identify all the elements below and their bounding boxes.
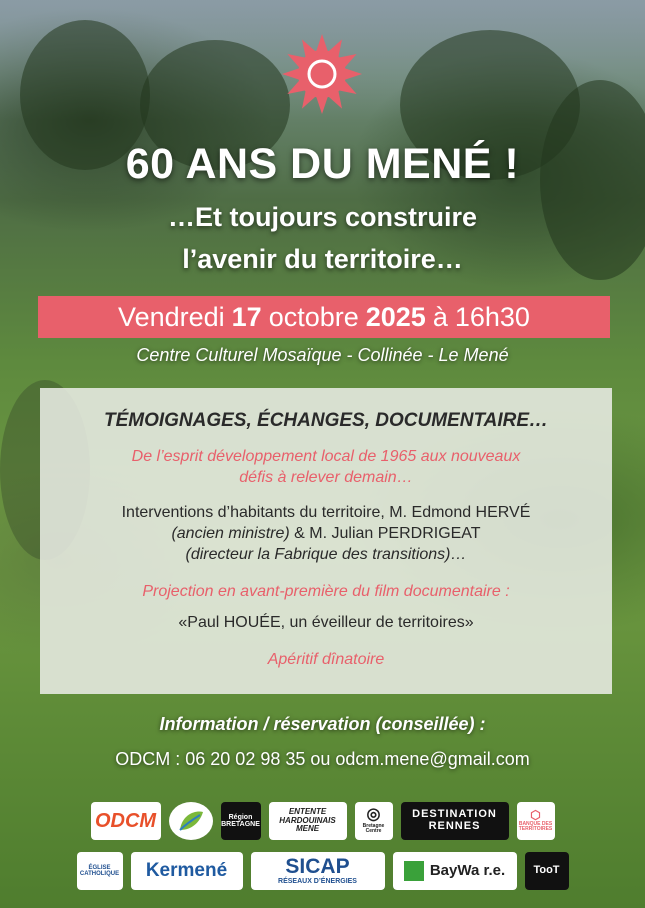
speakers-line-1: Interventions d’habitants du territoire, M. Edmond HERVÉ [121, 504, 531, 521]
region-bretagne-logo [221, 802, 261, 840]
poster-title: 60 ANS DU MENÉ ! [125, 140, 520, 188]
date-banner [38, 296, 610, 338]
leaf-icon [176, 808, 206, 834]
sicap-text: SICAP [285, 855, 350, 879]
eglise-text-1: ÉGLISE [88, 864, 111, 871]
toot-text: TooT [533, 864, 560, 877]
baywa-square-icon [404, 861, 424, 881]
aperitif-text: Apéritif dînatoire [267, 651, 385, 668]
baywa-text: BayWa r.e. [429, 862, 506, 880]
program-panel [40, 388, 612, 694]
theme-line-1: De l’esprit développement local de 1965 aux nouveaux [131, 448, 521, 465]
baywa-logo [393, 852, 517, 890]
date-year: 2025 [365, 301, 426, 332]
bretagne-text: BRETAGNE [221, 821, 260, 828]
rennes-text: RENNES [428, 820, 481, 832]
projection-text: Projection en avant-première du film documentaire : [142, 583, 510, 600]
destination-rennes-logo [401, 802, 509, 840]
speakers-line-3 [40, 544, 612, 565]
region-text: Région [228, 813, 253, 821]
theme-line-2: défis à relever demain… [239, 469, 413, 486]
odcm-logo [91, 802, 161, 840]
destination-text: DESTINATION [412, 808, 497, 821]
kermene-logo [131, 852, 243, 890]
entente-logo [269, 802, 347, 840]
sun-icon [280, 32, 364, 116]
date-day-name: Vendredi [118, 301, 225, 332]
sponsor-row-2 [0, 852, 645, 890]
venue-text: Centre Culturel Mosaïque - Collinée - Le Mené [136, 345, 509, 365]
banque-text-1: BANQUE DES [518, 821, 553, 828]
date-connector: à [432, 301, 448, 332]
speaker-2: & M. Julian PERDRIGEAT [289, 525, 481, 542]
eglise-text-2: CATHOLIQUE [79, 871, 120, 877]
kermene-text: Kermené [145, 860, 228, 882]
entente-text-3: MENE [295, 824, 320, 834]
leaf-logo-icon [169, 802, 213, 840]
sicap-logo [251, 852, 385, 890]
toot-logo [525, 852, 569, 890]
program-heading: TÉMOIGNAGES, ÉCHANGES, DOCUMENTAIRE… [103, 410, 549, 431]
entente-text-1: ENTENTE [288, 807, 327, 817]
eglise-catholique-logo [77, 852, 123, 890]
film-title: «Paul HOUÉE, un éveilleur de territoires» [178, 614, 474, 631]
odcm-logo-text: ODCM [94, 809, 157, 832]
banque-territoires-logo [517, 802, 555, 840]
bretagne-centre-text: Bretagne Centre [362, 823, 385, 835]
bretagne-centre-icon: ◎ [366, 806, 381, 824]
bretagne-centre-logo [355, 802, 393, 840]
contact-line: ODCM : 06 20 02 98 35 ou odcm.mene@gmail.com [115, 749, 530, 769]
sponsor-row-1 [0, 802, 645, 840]
speaker-role-1: (ancien ministre) [171, 525, 290, 542]
speaker-role-2: (directeur la Fabrique des transitions)… [185, 546, 467, 563]
date-time: 16h30 [454, 301, 530, 332]
banque-icon: ⬡ [530, 808, 541, 823]
banque-text-2: TERRITOIRES [518, 826, 553, 833]
date-day-number: 17 [231, 301, 262, 332]
speakers-line-2 [40, 523, 612, 544]
info-heading: Information / réservation (conseillée) : [159, 714, 486, 734]
subtitle-line-1: …Et toujours construire [167, 202, 478, 232]
date-month: octobre [268, 301, 359, 332]
subtitle-line-2: l’avenir du territoire… [182, 244, 463, 274]
sicap-subtext: RÉSEAUX D’ÉNERGIES [278, 878, 357, 886]
entente-text-2: HARDOUINAIS [279, 815, 336, 825]
